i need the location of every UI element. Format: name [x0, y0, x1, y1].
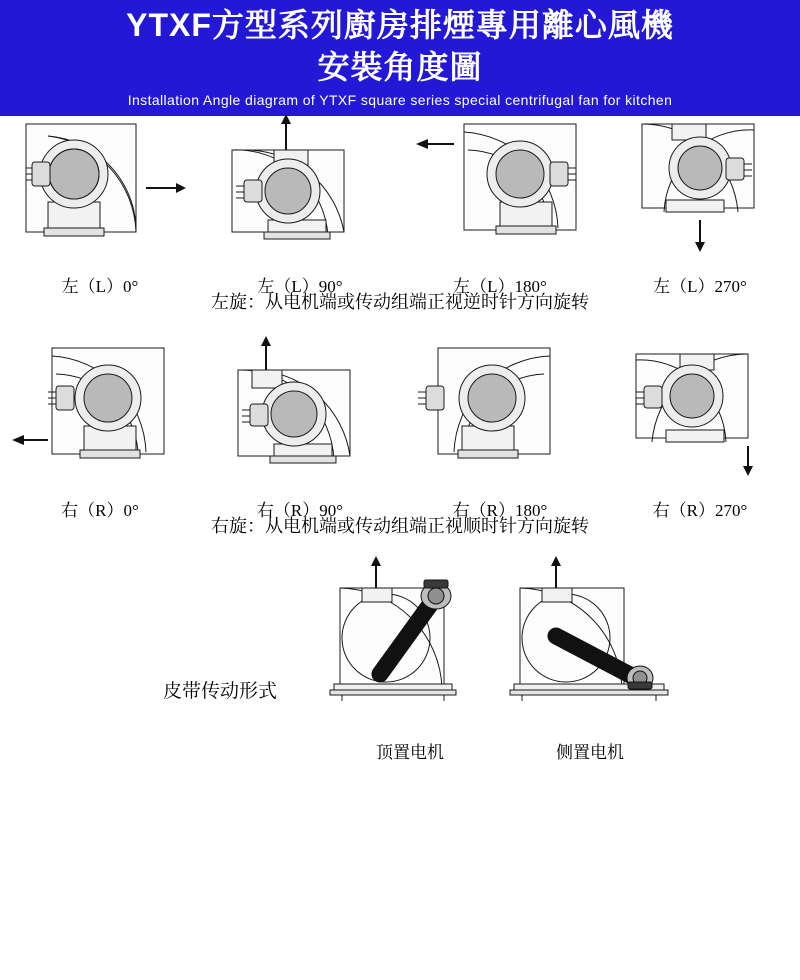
belt-caption-top-motor: 顶置电机	[376, 743, 444, 762]
fan-unit-left-90	[208, 116, 393, 296]
fan-drawing-left-270	[608, 116, 793, 266]
row-note-left: 左旋：从电机端或传动组端正视逆时针方向旋转	[211, 292, 589, 312]
arrow-left-icon	[12, 435, 48, 445]
fan-row-right	[0, 340, 800, 520]
arrow-down-icon	[695, 220, 705, 252]
title-cn-line1: YTXF方型系列廚房排煙專用離心風機	[126, 7, 674, 43]
belt-drive-label: 皮带传动形式	[162, 681, 277, 702]
row-note-right: 右旋：从电机端或传动组端正视顺时针方向旋转	[211, 516, 589, 536]
fan-unit-right-90	[208, 340, 393, 520]
arrow-down-icon	[743, 446, 753, 476]
fan-caption-left-270: 左（L）270°	[653, 277, 747, 296]
fan-caption-right-90: 右（R）90°	[256, 501, 344, 520]
title-banner	[0, 0, 800, 116]
fan-drawing-right-0	[8, 340, 193, 490]
title-cn-line2: 安裝角度圖	[317, 49, 483, 85]
arrow-up-icon	[371, 556, 381, 588]
arrow-left-icon	[416, 139, 454, 149]
fan-drawing-right-180	[408, 340, 593, 490]
fan-unit-right-180	[408, 340, 593, 520]
fan-unit-right-0	[8, 340, 193, 520]
title-en: Installation Angle diagram of YTXF square series special centrifugal fan for kitchen	[127, 92, 673, 108]
belt-caption-side-motor: 侧置电机	[556, 743, 624, 762]
fan-drawing-left-90	[208, 116, 393, 266]
belt-unit-side-motor	[500, 558, 680, 763]
belt-drawing-top-motor	[320, 558, 500, 728]
fan-drawing-left-0	[8, 116, 193, 266]
row-right-rotation	[0, 340, 800, 538]
fan-drawing-right-270	[608, 340, 793, 490]
fan-caption-left-0: 左（L）0°	[61, 277, 139, 296]
fan-unit-right-270	[608, 340, 793, 520]
arrow-right-icon	[146, 183, 186, 193]
fan-drawing-left-180	[408, 116, 593, 266]
arrow-up-icon	[551, 556, 561, 588]
fan-caption-left-180: 左（L）180°	[453, 277, 547, 296]
fan-caption-right-270: 右（R）270°	[652, 501, 748, 520]
row-belt-drive	[0, 558, 800, 763]
fan-caption-left-90: 左（L）90°	[257, 277, 343, 296]
fan-unit-left-0	[8, 116, 193, 296]
belt-drawing-side-motor	[500, 558, 680, 728]
fan-unit-left-270	[608, 116, 793, 296]
fan-unit-left-180	[408, 116, 593, 296]
fan-row-left	[0, 116, 800, 296]
fan-caption-right-0: 右（R）0°	[61, 501, 139, 520]
diagram-area	[0, 116, 800, 936]
fan-drawing-right-90	[208, 340, 393, 490]
arrow-up-icon	[261, 336, 271, 370]
arrow-up-icon	[281, 114, 291, 150]
belt-unit-top-motor	[320, 558, 500, 763]
row-left-rotation	[0, 116, 800, 314]
fan-caption-right-180: 右（R）180°	[452, 501, 548, 520]
